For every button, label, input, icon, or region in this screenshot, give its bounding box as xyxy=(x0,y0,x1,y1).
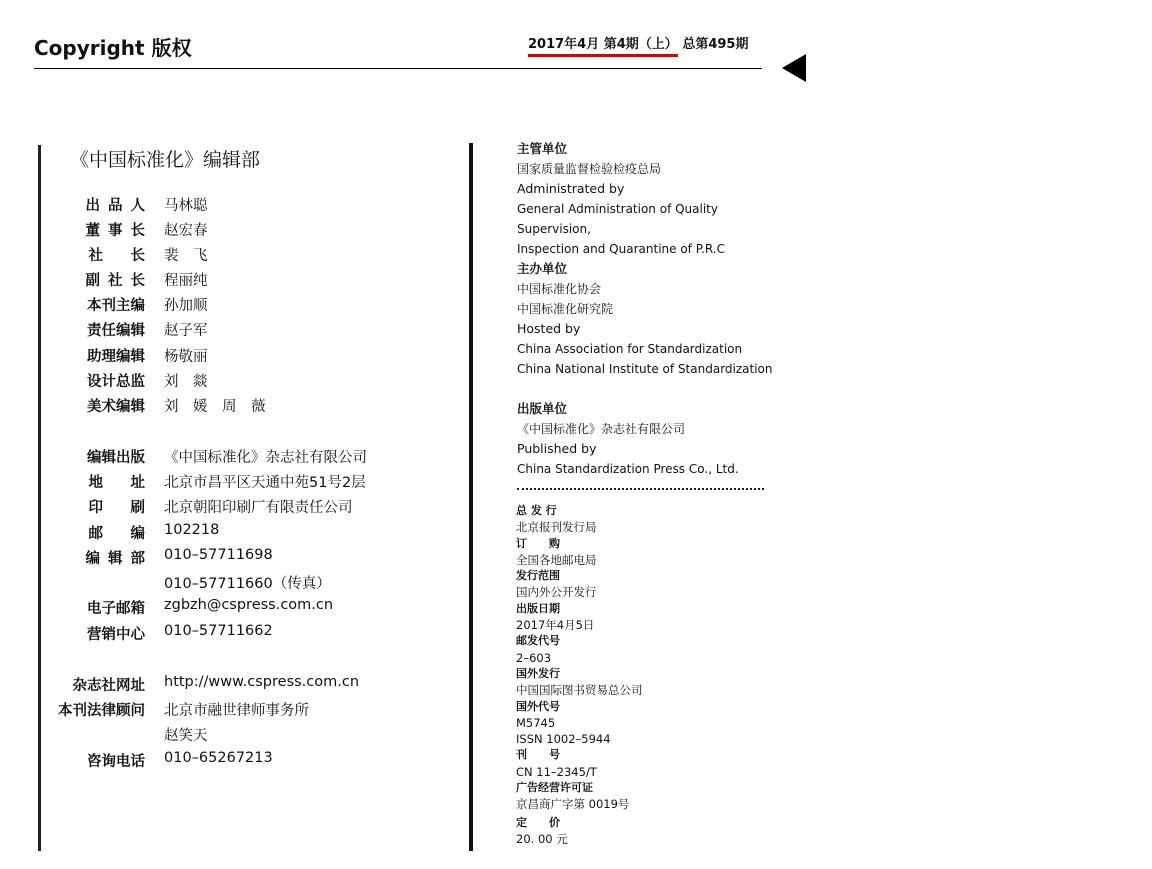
admin-heading-en: Administrated by xyxy=(517,181,625,196)
page-title: Copyright 版权 xyxy=(34,36,192,60)
detail-label: 国外代号 xyxy=(516,699,560,713)
admin-name-en-1: General Administration of Quality Supervision, xyxy=(517,202,718,236)
issue-highlight: 2017年4月 第4期（上） xyxy=(528,37,678,57)
column-divider xyxy=(469,143,473,851)
left-arrow-icon[interactable] xyxy=(782,54,806,82)
detail-label: 定 价 xyxy=(516,815,560,829)
details-block xyxy=(516,503,776,847)
detail-label: 广告经营许可证 xyxy=(516,781,593,795)
publisher-heading-en: Published by xyxy=(517,441,597,456)
website-link[interactable]: http://www.cspress.com.cn xyxy=(164,674,360,690)
host-block xyxy=(517,259,777,379)
detail-value: 国内外公开发行 xyxy=(516,585,597,600)
issue-info xyxy=(528,33,748,52)
detail-value: 京昌商广字第 0019号 xyxy=(516,797,630,812)
detail-label: 发行范围 xyxy=(516,569,560,583)
dotted-divider xyxy=(517,488,764,490)
editorial-title: 《中国标准化》编辑部 xyxy=(70,149,261,171)
host-name-cn-1: 中国标准化协会 xyxy=(517,282,602,296)
detail-label: 订 购 xyxy=(516,536,560,550)
host-name-en-2: China National Institute of Standardization xyxy=(517,362,773,376)
header-rule xyxy=(34,68,762,69)
detail-label: 国外发行 xyxy=(516,666,560,680)
detail-label: 总 发 行 xyxy=(516,504,557,517)
detail-value: 全国各地邮电局 xyxy=(516,552,597,567)
publisher-block xyxy=(517,399,777,479)
detail-label: 刊 号 xyxy=(516,748,560,762)
detail-value: 2017年4月5日 xyxy=(516,618,595,633)
publisher-name-en: China Standardization Press Co., Ltd. xyxy=(517,462,739,476)
email-link[interactable]: zgbzh@cspress.com.cn xyxy=(164,597,334,613)
detail-value: M5745 xyxy=(516,715,556,730)
admin-heading: 主管单位 xyxy=(517,141,568,156)
detail-value: CN 11–2345/T xyxy=(516,764,597,779)
admin-name-en-2: Inspection and Quarantine of P.R.C xyxy=(517,242,725,256)
admin-block xyxy=(517,139,777,259)
detail-label: 出版日期 xyxy=(516,601,560,615)
left-margin-bar xyxy=(38,145,41,851)
host-heading: 主办单位 xyxy=(517,261,568,276)
detail-value: 20. 00 元 xyxy=(516,831,568,846)
host-name-en-1: China Association for Standardization xyxy=(517,342,743,356)
admin-name-cn: 国家质量监督检验检疫总局 xyxy=(517,162,662,176)
detail-value: 北京报刊发行局 xyxy=(516,520,597,535)
detail-label: 邮发代号 xyxy=(516,634,560,648)
detail-value: 中国国际图书贸易总公司 xyxy=(516,683,643,698)
host-name-cn-2: 中国标准化研究院 xyxy=(517,302,614,316)
host-heading-en: Hosted by xyxy=(517,321,581,336)
issue-total: 总第495期 xyxy=(682,37,749,52)
detail-value: ISSN 1002–5944 xyxy=(516,732,611,747)
publisher-name-cn: 《中国标准化》杂志社有限公司 xyxy=(517,422,686,436)
publisher-heading: 出版单位 xyxy=(517,401,568,416)
detail-value: 2–603 xyxy=(516,650,552,665)
